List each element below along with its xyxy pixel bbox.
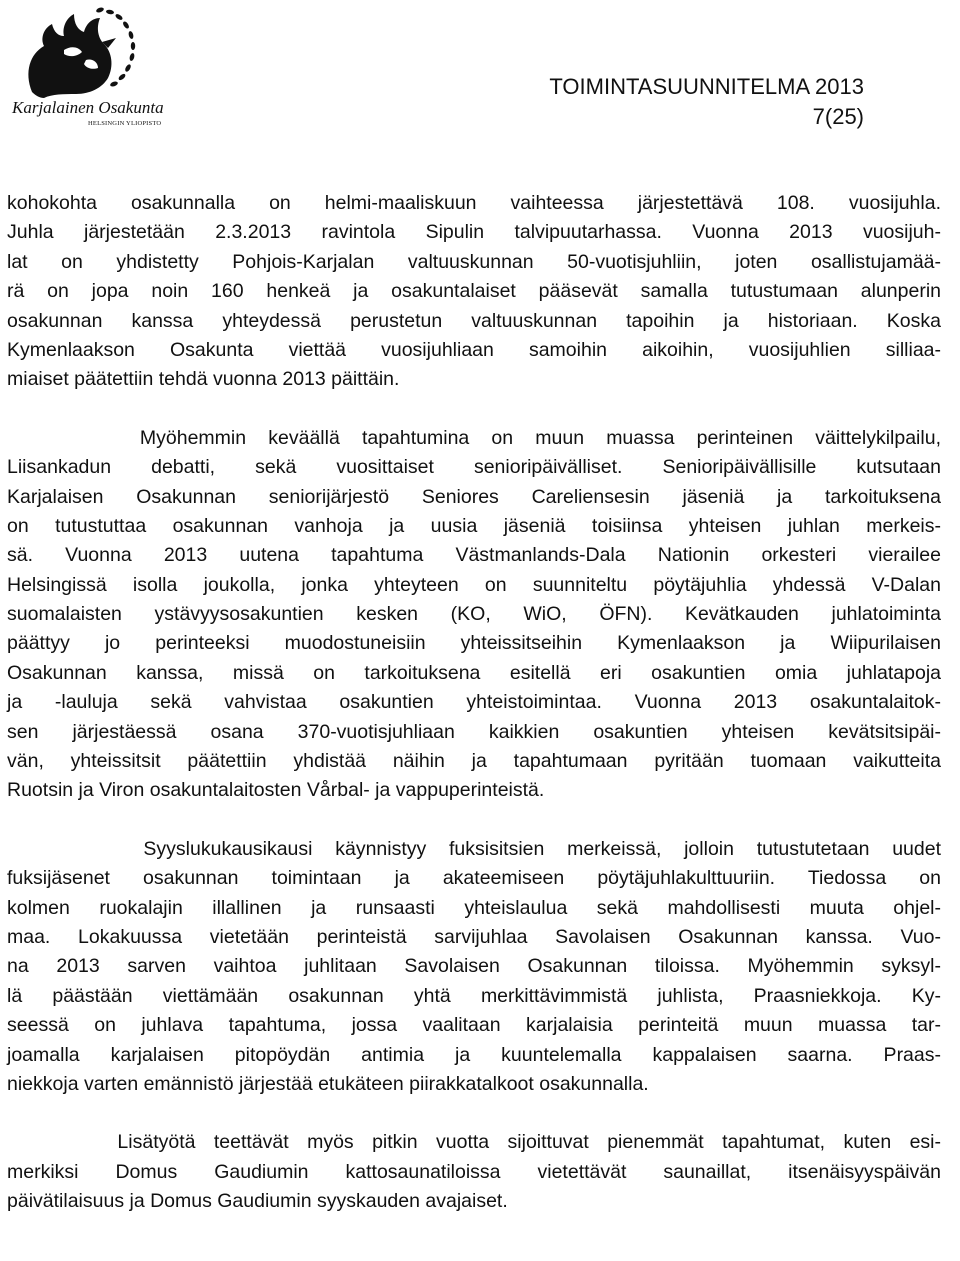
text-line: sä. Vuonna 2013 uutena tapahtuma Västmanlands-Dala Nationin orkesteri vierailee bbox=[7, 544, 941, 567]
text-line: Myöhemmin keväällä tapahtumina on muun muassa perinteinen väittelykilpailu, bbox=[7, 426, 941, 449]
text-line: lä päästään viettämään osakunnan yhtä merkittävimmistä juhlista, Praasniekkoja. Ky- bbox=[7, 984, 941, 1007]
text-line: kolmen ruokalajin illallinen ja runsaasti yhteislaulua sekä mahdollisesti muuta ohjel- bbox=[7, 896, 941, 919]
text-line: fuksijäsenet osakunnan toimintaan ja akateemiseen pöytäjuhlakulttuuriin. Tiedossa on bbox=[7, 867, 941, 890]
page-number: 7(25) bbox=[812, 104, 864, 129]
paragraph bbox=[7, 189, 941, 395]
rooster-emblem-icon bbox=[4, 2, 162, 102]
paragraph bbox=[7, 835, 941, 1100]
text-line: sen järjestäessä osana 370-vuotisjuhliaan kaikkien osakuntien yhteisen kevätsitsipäi- bbox=[7, 720, 941, 743]
paragraph bbox=[7, 424, 941, 806]
text-line: Liisankadun debatti, sekä vuosittaiset senioripäivälliset. Senioripäivällisille kutsutaan bbox=[7, 456, 941, 479]
text-line: merkiksi Domus Gaudiumin kattosaunatiloissa vietettävät saunaillat, itsenäisyyspäivän bbox=[7, 1160, 941, 1183]
logo bbox=[4, 2, 162, 130]
text-line: miaiset päätettiin tehdä vuonna 2013 päittäin. bbox=[7, 368, 400, 391]
text-line: maa. Lokakuussa vietetään perinteistä sarvijuhlaa Savolaisen Osakunnan kanssa. Vuo- bbox=[7, 925, 941, 948]
logo-script-text: Karjalainen Osakunta bbox=[12, 98, 164, 117]
page-header bbox=[549, 74, 864, 130]
text-line: ja -lauluja sekä vahvistaa osakuntien yhteistoimintaa. Vuonna 2013 osakuntalaitok- bbox=[7, 691, 941, 714]
text-line: seessä on juhlava tapahtuma, jossa vaalitaan karjalaisia perinteitä muun muassa tar- bbox=[7, 1014, 941, 1037]
text-line: Juhla järjestetään 2.3.2013 ravintola Sipulin talvipuutarhassa. Vuonna 2013 vuosijuh- bbox=[7, 221, 941, 244]
text-line: lat on yhdistetty Pohjois-Karjalan valtuuskunnan 50-vuotisjuhliin, joten osallistujamää- bbox=[7, 250, 941, 273]
text-line: päivätilaisuus ja Domus Gaudiumin syyskauden avajaiset. bbox=[7, 1190, 508, 1213]
text-line: on tutustuttaa osakunnan vanhoja ja uusia jäseniä toisiinsa yhteisen juhlan merkeis- bbox=[7, 514, 941, 537]
text-line: päättyy jo perinteeksi muodostuneisiin yhteissitseihin Kymenlaakson ja Wiipurilaisen bbox=[7, 632, 941, 655]
document-body bbox=[7, 189, 941, 1217]
text-line: Kymenlaakson Osakunta viettää vuosijuhliaan samoihin aikoihin, vuosijuhlien silliaa- bbox=[7, 338, 941, 361]
document-title: TOIMINTASUUNNITELMA 2013 bbox=[549, 74, 864, 99]
text-line: kohokohta osakunnalla on helmi-maaliskuun vaihteessa järjestettävä 108. vuosijuhla. bbox=[7, 192, 941, 214]
text-line: Ruotsin ja Viron osakuntalaitosten Vårbal- ja vappuperinteistä. bbox=[7, 779, 545, 802]
paragraph bbox=[7, 1128, 941, 1216]
text-line: na 2013 sarven vaihtoa juhlitaan Savolaisen Osakunnan tiloissa. Myöhemmin syksyl- bbox=[7, 955, 941, 978]
logo-university-text: HELSINGIN YLIOPISTO bbox=[88, 120, 162, 127]
text-line: vän, yhteissitsit päätettiin yhdistää näihin ja tapahtumaan pyritään tuomaan vaikutteita bbox=[7, 750, 941, 773]
text-line: joamalla karjalaisen pitopöydän antimia ja kuuntelemalla kappalaisen saarna. Praas- bbox=[7, 1043, 941, 1066]
text-line: suomalaisten ystävyysosakuntien kesken (KO, WiO, ÖFN). Kevätkauden juhlatoiminta bbox=[7, 603, 941, 626]
text-line: osakunnan kanssa yhteydessä perustetun valtuuskunnan tapoihin ja historiaan. Koska bbox=[7, 309, 941, 332]
text-line: Osakunnan kanssa, missä on tarkoituksena esitellä eri osakuntien omia juhlatapoja bbox=[7, 661, 941, 684]
text-line: rä on jopa noin 160 henkeä ja osakuntalaiset pääsevät samalla tutustumaan alunperin bbox=[7, 280, 941, 303]
text-line: niekkoja varten emännistö järjestää etukäteen piirakkatalkoot osakunnalla. bbox=[7, 1072, 649, 1095]
text-line: Karjalaisen Osakunnan seniorijärjestö Seniores Careliensesin jäseniä ja tarkoituksena bbox=[7, 485, 941, 508]
text-line: Syyslukukausikausi käynnistyy fuksisitsien merkeissä, jolloin tutustutetaan uudet bbox=[7, 837, 941, 860]
text-line: Helsingissä isolla joukolla, jonka yhteyteen on suunniteltu pöytäjuhlia yhdessä V-Dalan bbox=[7, 573, 941, 596]
text-line: Lisätyötä teettävät myös pitkin vuotta sijoittuvat pienemmät tapahtumat, kuten esi- bbox=[7, 1131, 941, 1154]
